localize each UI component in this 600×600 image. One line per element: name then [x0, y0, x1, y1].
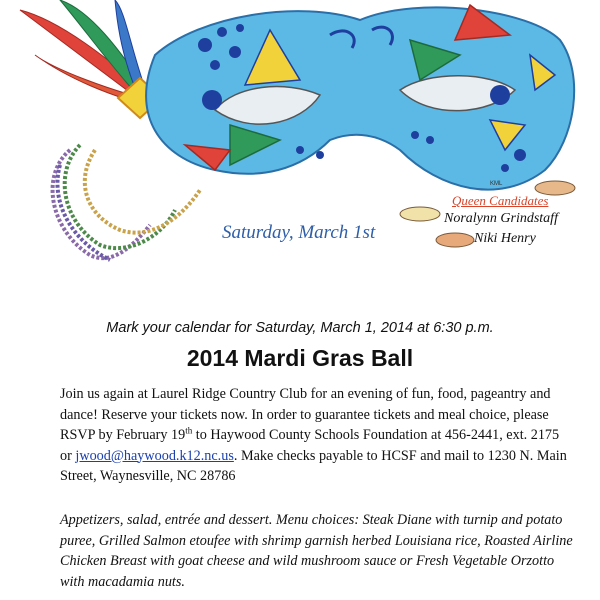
- bead-necklace-icon: [53, 145, 200, 260]
- queen-candidate-name: Noralynn Grindstaff: [444, 211, 558, 226]
- email-link[interactable]: jwood@haywood.k12.nc.us: [75, 447, 234, 464]
- event-description: Join us again at Laurel Ridge Country Club for an evening of fun, food, pageantry and dance! Reserve your tickets now. In order to guarantee tickets and meal choice, please RSVP by February 19th to Haywood County Schools Foundation at 456-2441, ext. 2175 or jwood@haywood.k12.nc.us. Make checks payable to HCSF and mail to 1230 N. Main Street, Waynesville, NC 28786: [60, 386, 567, 484]
- calendar-reminder: Mark your calendar for Saturday, March 1, 2014 at 6:30 p.m.: [106, 320, 494, 336]
- queen-candidates-label: Queen Candidates: [452, 193, 549, 208]
- event-date-script: Saturday, March 1st: [222, 222, 376, 243]
- menu-description: Appetizers, salad, entrée and dessert. Menu choices: Steak Diane with turnip and potato puree, Grilled Salmon etoufee with shrimp garnish herbed Louisiana rice, Roasted Airline Chicken Breast with goat cheese and wild mushroom sauce or Fresh Vegetable Orzotto with macadamia nuts.: [60, 512, 573, 590]
- artist-signature: KML: [490, 181, 503, 187]
- queen-candidate-name: Niki Henry: [474, 231, 536, 246]
- event-title: 2014 Mardi Gras Ball: [186, 345, 414, 371]
